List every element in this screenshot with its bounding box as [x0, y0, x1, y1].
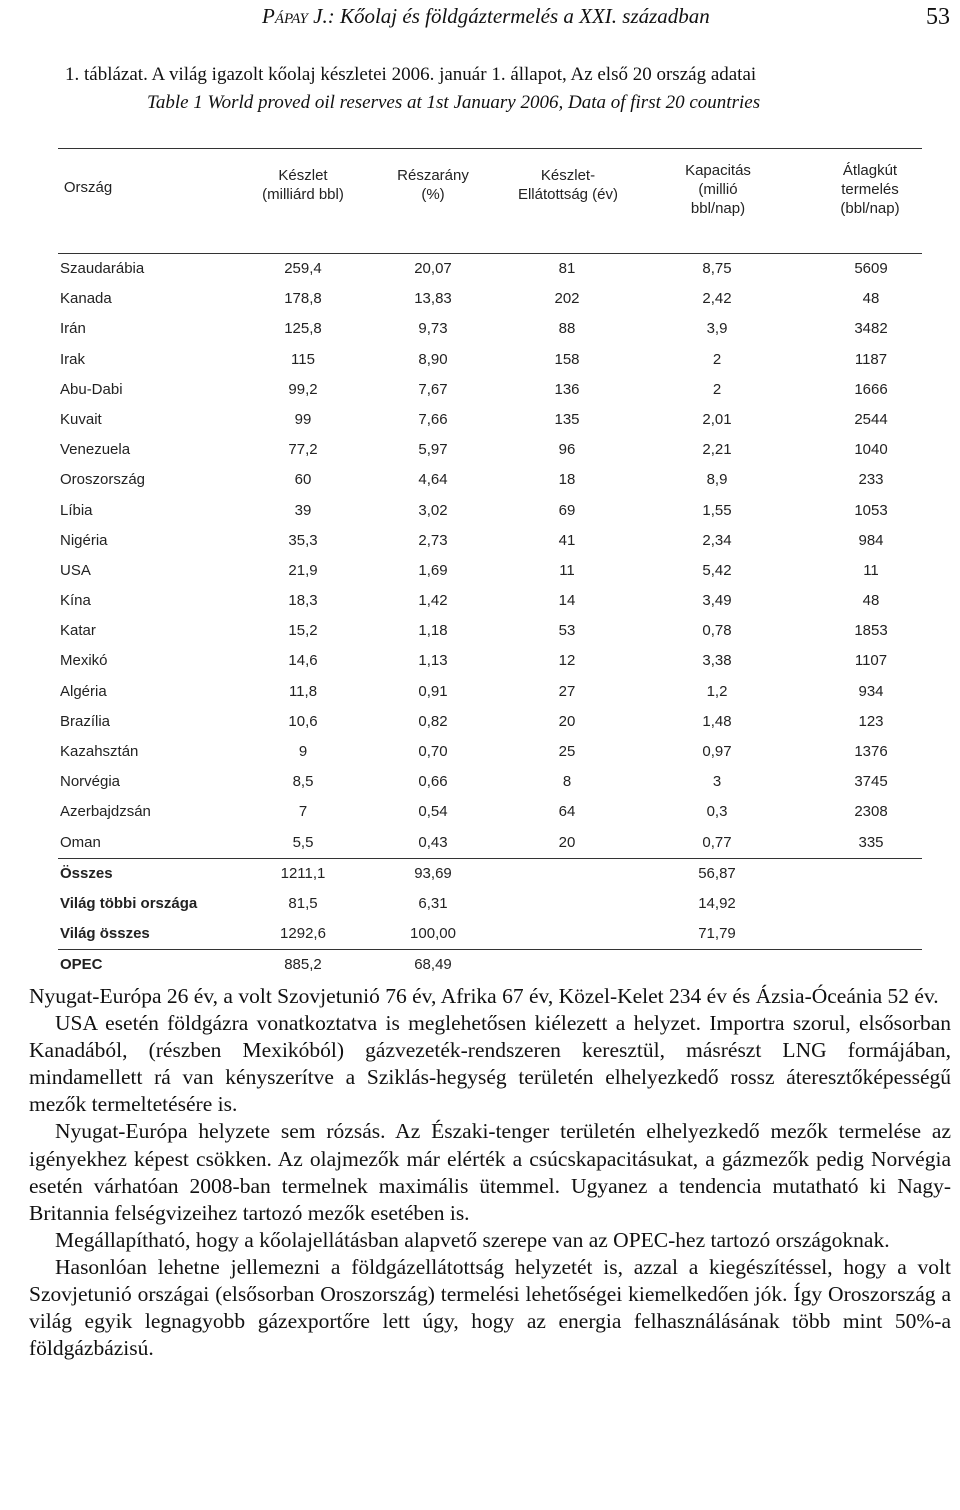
row-label: USA — [60, 561, 91, 579]
table-cell: 93,69 — [414, 864, 452, 882]
row-label: Abu-Dabi — [60, 380, 123, 398]
table-cell: 2 — [712, 380, 722, 398]
table-row — [58, 375, 922, 405]
row-label: Szaudarábia — [60, 260, 145, 277]
table-cell: 1053 — [854, 501, 888, 519]
table-caption-en: Table 1 World proved oil reserves at 1st January 2006, Data of first 20 countries — [147, 92, 761, 113]
table-cell: 2308 — [854, 803, 888, 821]
table-cell: 11,8 — [288, 682, 318, 700]
table-row — [58, 737, 922, 767]
running-title — [262, 4, 710, 29]
table-summary — [58, 858, 922, 950]
page-number: 53 — [926, 4, 950, 30]
table-cell: 5609 — [854, 260, 888, 277]
table-cell: 1,48 — [702, 712, 732, 730]
table-cell: 115 — [291, 350, 315, 368]
table-row — [58, 677, 922, 707]
table-cell: 3,38 — [702, 652, 732, 670]
table-cell: 1,2 — [706, 682, 728, 700]
table-cell: 9 — [298, 743, 308, 760]
row-label: Összes — [60, 864, 113, 882]
row-label: Norvégia — [60, 773, 121, 791]
table-cell: 100,00 — [410, 925, 456, 943]
table-cell: 8,5 — [292, 773, 314, 791]
table-cell: 178,8 — [284, 290, 322, 308]
table-cell: 0,77 — [702, 833, 732, 851]
table-cell: 1,69 — [418, 561, 448, 579]
table-cell: 0,66 — [418, 773, 448, 791]
table-opec — [58, 949, 922, 980]
table-cell: 3 — [712, 773, 722, 791]
table-cell: 8 — [562, 773, 572, 791]
table-cell: 41 — [558, 531, 576, 549]
table-cell: 5,42 — [702, 561, 732, 579]
table-cell: 934 — [858, 682, 884, 700]
table-cell: 202 — [554, 290, 580, 308]
table-row — [58, 284, 922, 314]
table-cell: 71,79 — [698, 925, 736, 943]
table-cell: 21,9 — [288, 561, 318, 579]
table-cell: 1040 — [854, 441, 888, 459]
table-cell: 99 — [294, 410, 312, 428]
table-cell: 2,42 — [702, 290, 732, 308]
table-header — [58, 148, 922, 254]
table-cell: 984 — [858, 531, 884, 549]
table-cell: 0,97 — [702, 743, 732, 760]
running-header — [0, 4, 960, 44]
table-cell: 0,70 — [418, 743, 448, 760]
table-cell: 53 — [558, 622, 576, 640]
table-cell: 13,83 — [414, 290, 452, 308]
row-label: Kanada — [60, 290, 112, 308]
table-cell: 0,43 — [418, 833, 448, 851]
table-cell: 1853 — [854, 622, 888, 640]
table-cell: 35,3 — [288, 531, 318, 549]
table-cell: 3,02 — [418, 501, 448, 519]
table-cell: 99,2 — [288, 380, 318, 398]
table-row — [58, 646, 922, 676]
table-cell: 10,6 — [288, 712, 318, 730]
table-row — [58, 586, 922, 616]
table-cell: 56,87 — [698, 864, 736, 882]
row-label: Azerbajdzsán — [60, 803, 151, 821]
row-label: Brazília — [60, 712, 111, 730]
table-cell: 48 — [862, 290, 880, 308]
table-row — [58, 828, 922, 858]
row-label: Kína — [60, 592, 91, 610]
table-cell: 12 — [558, 652, 576, 670]
table-cell: 885,2 — [284, 956, 322, 974]
table-cell: 0,3 — [706, 803, 728, 821]
table-cell: 2,21 — [702, 441, 732, 459]
table-cell: 2,34 — [702, 531, 732, 549]
table-row — [58, 254, 922, 284]
row-label: Kuvait — [60, 410, 102, 428]
row-label: Világ összes — [60, 925, 150, 943]
header-supply-years: Készlet- Ellátottság (év) — [517, 167, 619, 203]
table-cell: 3482 — [854, 320, 888, 338]
row-label: Kazahsztán — [60, 743, 139, 760]
row-label: Világ többi országa — [60, 894, 198, 912]
paragraph: Nyugat-Európa helyzete sem rózsás. Az Északi-tenger területén elhelyezkedő mezők termelése az igényekhez képest csökken. Az olajmezők már elérték a csúcskapacitásukat, a gázmezők pedig Norvégia esetén várhatóan 2008-ban termelnek maximális ütemmel. Ugyanez a tendencia mutatható ki Nagy-Britannia felségvizeihez tartozó mezők esetében is. — [29, 1119, 951, 1225]
row-label: Líbia — [60, 501, 93, 519]
header-capacity: Kapacitás (millió bbl/nap) — [685, 162, 751, 217]
row-label: Nigéria — [60, 531, 108, 549]
table-cell: 20 — [558, 712, 576, 730]
table-cell: 77,2 — [288, 441, 318, 459]
table-row — [58, 405, 922, 435]
row-label: Algéria — [60, 682, 107, 700]
header-share: Részarány (%) — [397, 167, 469, 203]
row-label: Irán — [60, 320, 86, 338]
table-cell: 158 — [554, 350, 580, 368]
table-cell: 0,78 — [702, 622, 732, 640]
table-row — [58, 616, 922, 646]
table-cell: 81,5 — [288, 894, 318, 912]
table-cell: 1,18 — [418, 622, 448, 640]
table-cell: 14,92 — [698, 894, 736, 912]
table-row — [58, 496, 922, 526]
table-cell: 1376 — [854, 743, 888, 760]
body-text — [29, 983, 951, 1362]
row-label: Oman — [60, 833, 101, 851]
oil-reserves-table — [58, 148, 922, 981]
header-avg-well: Átlagkút termelés (bbl/nap) — [840, 162, 900, 217]
table-cell: 27 — [558, 682, 576, 700]
table-cell: 2544 — [854, 410, 888, 428]
table-cell: 25 — [558, 743, 576, 760]
table-cell: 3,49 — [702, 592, 732, 610]
table-row — [58, 345, 922, 375]
table-cell: 8,75 — [702, 260, 732, 277]
table-cell: 1292,6 — [280, 925, 326, 943]
table-cell: 4,64 — [418, 471, 448, 489]
table-cell: 18,3 — [288, 592, 318, 610]
paragraph: Hasonlóan lehetne jellemezni a földgázellátottság helyzetét is, azzal a kiegészítéssel, hogy a volt Szovjetunió országai (elsősorban Oroszország) termelési lehetőségei kiemelkedően jók. Így Oroszország a világ egyik legnagyobb gázexportőre lett úgy, hogy az energia felhasználásának több mint 50%-a földgázbázisú. — [29, 1254, 951, 1361]
table-body — [58, 254, 922, 858]
table-caption-hu: 1. táblázat. A világ igazolt kőolaj készletei 2006. január 1. állapot, Az első 20 ország adatai — [65, 64, 757, 85]
table-cell: 7,66 — [418, 410, 448, 428]
table-cell: 0,91 — [418, 682, 448, 700]
table-row — [58, 797, 922, 827]
table-row — [58, 889, 922, 919]
table-cell: 64 — [558, 803, 576, 821]
table-cell: 7,67 — [418, 380, 448, 398]
table-cell: 20 — [558, 833, 576, 851]
table-cell: 3,9 — [706, 320, 728, 338]
table-cell: 0,54 — [418, 803, 448, 821]
table-cell: 6,31 — [418, 894, 448, 912]
row-label: Venezuela — [60, 441, 131, 459]
running-title-author: Pápay — [262, 4, 308, 28]
running-title-text: J.: Kőolaj és földgáztermelés a XXI. században — [307, 4, 710, 28]
table-cell: 1211,1 — [280, 864, 326, 882]
table-cell: 7 — [298, 803, 308, 821]
table-cell: 48 — [862, 592, 880, 610]
table-cell: 20,07 — [414, 260, 452, 277]
paragraph: Nyugat-Európa 26 év, a volt Szovjetunió 76 év, Afrika 67 év, Közel-Kelet 234 év és Ázsia-Óceánia 52 év. — [29, 984, 939, 1008]
table-cell: 1187 — [854, 350, 888, 368]
table-row — [58, 465, 922, 495]
table-row — [58, 859, 922, 889]
table-cell: 5,5 — [292, 833, 314, 851]
table-cell: 1,42 — [418, 592, 448, 610]
table-cell: 3745 — [854, 773, 888, 791]
table-cell: 2,01 — [702, 410, 732, 428]
table-cell: 88 — [558, 320, 576, 338]
table-cell: 0,82 — [418, 712, 448, 730]
row-label: Oroszország — [60, 471, 146, 489]
table-cell: 335 — [858, 833, 884, 851]
table-cell: 68,49 — [414, 956, 452, 974]
table-cell: 81 — [558, 260, 576, 277]
table-row — [58, 526, 922, 556]
paragraph: USA esetén földgázra vonatkoztatva is meglehetősen kiélezett a helyzet. Importra szorul, elsősorban Kanadából, (részben Mexikóból) gázvezeték-rendszeren keresztül, másrészt LNG formájában, mindamellett rá van kényszerítve a Sziklás-hegység területén elhelyezkedő rossz áteresztőképességű mezők termeltetésére is. — [29, 1011, 951, 1117]
table-cell: 11 — [863, 561, 879, 579]
row-label: Mexikó — [60, 652, 108, 670]
table-cell: 96 — [558, 441, 576, 459]
table-cell: 14 — [558, 592, 576, 610]
table-cell: 39 — [294, 501, 312, 519]
table-row — [58, 767, 922, 797]
table-cell: 136 — [554, 380, 580, 398]
table-cell: 8,90 — [418, 350, 448, 368]
table-cell: 1666 — [854, 380, 888, 398]
table-cell: 135 — [554, 410, 580, 428]
row-label: OPEC — [60, 956, 103, 974]
table-cell: 11 — [559, 561, 575, 579]
table-cell: 69 — [558, 501, 576, 519]
table-cell: 1,13 — [418, 652, 448, 670]
row-label: Irak — [60, 350, 86, 368]
table-cell: 14,6 — [288, 652, 318, 670]
table-cell: 123 — [858, 712, 884, 730]
table-cell: 125,8 — [284, 320, 322, 338]
table-cell: 259,4 — [284, 260, 322, 277]
header-country: Ország — [63, 179, 113, 196]
table-cell: 9,73 — [418, 320, 448, 338]
header-reserves: Készlet (milliárd bbl) — [262, 167, 344, 203]
table-row — [58, 435, 922, 465]
table-cell: 2,73 — [418, 531, 448, 549]
table-row — [58, 556, 922, 586]
table-row-opec — [58, 950, 922, 980]
table-cell: 8,9 — [706, 471, 728, 489]
table-row — [58, 707, 922, 737]
row-label: Katar — [60, 622, 96, 640]
table-cell: 5,97 — [418, 441, 448, 459]
table-cell: 2 — [712, 350, 722, 368]
table-row — [58, 919, 922, 949]
table-cell: 15,2 — [288, 622, 318, 640]
table-cell: 1107 — [854, 652, 888, 670]
table-row — [58, 314, 922, 344]
table-cell: 233 — [858, 471, 884, 489]
paragraph: Megállapítható, hogy a kőolajellátásban alapvető szerepe van az OPEC-hez tartozó országoknak. — [55, 1227, 890, 1252]
table-cell: 1,55 — [702, 501, 732, 519]
table-cell: 18 — [558, 471, 576, 489]
table-cell: 60 — [294, 471, 312, 489]
